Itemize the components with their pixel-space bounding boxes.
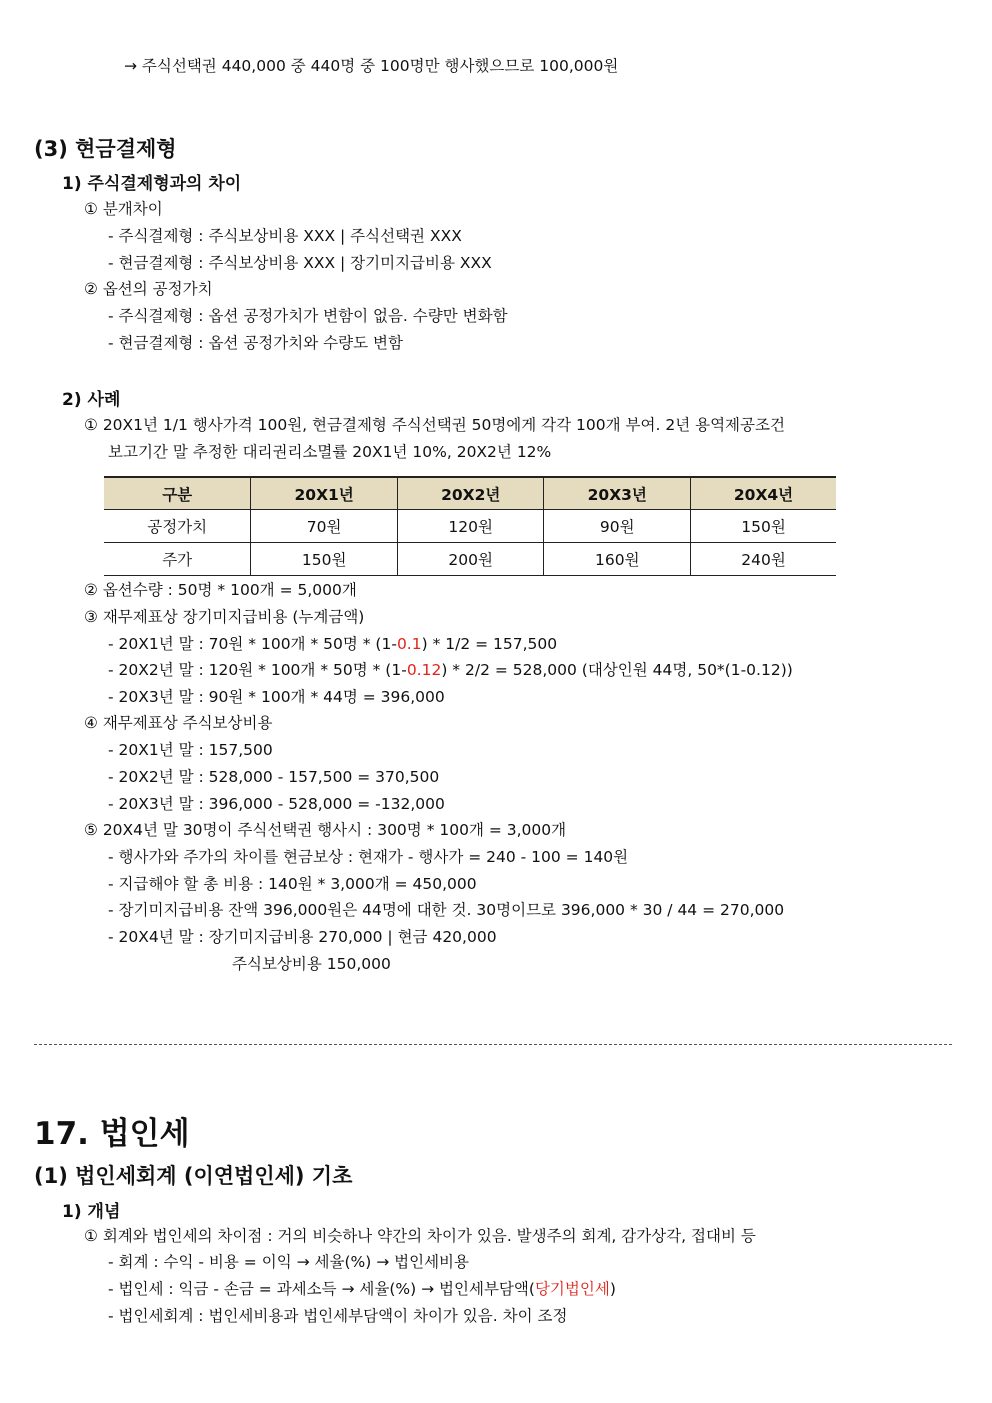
list-item [108, 660, 793, 680]
text-segment: ) * 1/2 = 157,500 [421, 635, 558, 653]
table-cell: 70원 [251, 510, 398, 543]
table-cell: 240원 [691, 543, 836, 576]
list-item: - 20X4년 말 : 장기미지급비용 270,000 | 현금 420,000 [108, 928, 497, 946]
table-cell: 공정가치 [104, 510, 251, 543]
list-item: - 장기미지급비용 잔액 396,000원은 44명에 대한 것. 30명이므로 396,000 * 30 / 44 = 270,000 [108, 901, 785, 919]
section-divider [34, 1044, 952, 1045]
highlight-text: 0.12 [406, 661, 442, 679]
list-item: - 현금결제형 : 옵션 공정가치와 수량도 변함 [108, 334, 403, 352]
list-item: - 현금결제형 : 주식보상비용 XXX | 장기미지급비용 XXX [108, 254, 492, 272]
highlight-text: 0.1 [396, 635, 422, 653]
list-item: - 20X3년 말 : 396,000 - 528,000 = -132,000 [108, 795, 445, 813]
list-item: - 주식결제형 : 주식보상비용 XXX | 주식선택권 XXX [108, 227, 462, 245]
list-item: 주식보상비용 150,000 [232, 955, 391, 973]
section-heading: (3) 현금결제형 [34, 137, 177, 161]
table-header: 20X3년 [544, 477, 691, 510]
subsection-heading: 1) 개념 [62, 1202, 121, 1222]
table-header: 구분 [104, 477, 251, 510]
table-header: 20X2년 [397, 477, 544, 510]
highlight-text: 당기법인세 [534, 1280, 610, 1298]
summary-line: → 주식선택권 440,000 중 440명 중 100명만 행사했으므로 100,000원 [124, 57, 619, 75]
list-item: 보고기간 말 추정한 대리권리소멸률 20X1년 10%, 20X2년 12% [108, 443, 552, 461]
text-segment: - 20X1년 말 : 70원 * 100개 * 50명 * (1- [108, 635, 397, 653]
list-item: ④ 재무제표상 주식보상비용 [84, 714, 273, 732]
table-header-row [104, 477, 836, 510]
list-item: ① 회계와 법인세의 차이점 : 거의 비슷하나 약간의 차이가 있음. 발생주의 회계, 감가상각, 접대비 등 [84, 1227, 756, 1245]
list-item: - 20X1년 말 : 157,500 [108, 741, 273, 759]
list-item: - 주식결제형 : 옵션 공정가치가 변함이 없음. 수량만 변화함 [108, 307, 508, 325]
text-segment: ) * 2/2 = 528,000 (대상인원 44명, 50*(1-0.12)) [441, 661, 793, 679]
section-heading: (1) 법인세회계 (이연법인세) 기초 [34, 1164, 353, 1188]
list-item: ② 옵션수량 : 50명 * 100개 = 5,000개 [84, 581, 357, 599]
list-item: - 회계 : 수익 - 비용 = 이익 → 세율(%) → 법인세비용 [108, 1253, 469, 1271]
subsection-heading: 2) 사례 [62, 390, 121, 410]
list-item: - 행사가와 주가의 차이를 현금보상 : 현재가 - 행사가 = 240 - 100 = 140원 [108, 848, 629, 866]
table-cell: 주가 [104, 543, 251, 576]
list-item: - 20X2년 말 : 528,000 - 157,500 = 370,500 [108, 768, 440, 786]
table-cell: 120원 [397, 510, 544, 543]
table-row [104, 510, 836, 543]
table-header: 20X4년 [691, 477, 836, 510]
list-item: - 법인세회계 : 법인세비용과 법인세부담액이 차이가 있음. 차이 조정 [108, 1307, 568, 1325]
list-item: ⑤ 20X4년 말 30명이 주식선택권 행사시 : 300명 * 100개 = 3,000개 [84, 821, 567, 839]
list-item: ② 옵션의 공정가치 [84, 280, 213, 298]
list-item: ① 분개차이 [84, 200, 163, 218]
text-segment: ) [609, 1280, 616, 1298]
table-cell: 90원 [544, 510, 691, 543]
chapter-title: 17. 법인세 [34, 1116, 190, 1152]
text-segment: - 법인세 : 익금 - 손금 = 과세소득 → 세율(%) → 법인세부담액( [108, 1280, 535, 1298]
table-cell: 160원 [544, 543, 691, 576]
text-segment: - 20X2년 말 : 120원 * 100개 * 50명 * (1- [108, 661, 407, 679]
table-cell: 150원 [691, 510, 836, 543]
subsection-heading: 1) 주식결제형과의 차이 [62, 174, 242, 194]
table-cell: 200원 [397, 543, 544, 576]
list-item: ③ 재무제표상 장기미지급비용 (누계금액) [84, 608, 365, 626]
list-item: - 지급해야 할 총 비용 : 140원 * 3,000개 = 450,000 [108, 875, 477, 893]
table-row [104, 543, 836, 576]
data-table [104, 476, 836, 576]
list-item: ① 20X1년 1/1 행사가격 100원, 현금결제형 주식선택권 50명에게 각각 100개 부여. 2년 용역제공조건 [84, 416, 785, 434]
list-item [108, 1279, 616, 1299]
list-item: - 20X3년 말 : 90원 * 100개 * 44명 = 396,000 [108, 688, 445, 706]
table-header: 20X1년 [251, 477, 398, 510]
list-item [108, 634, 557, 654]
table-cell: 150원 [251, 543, 398, 576]
